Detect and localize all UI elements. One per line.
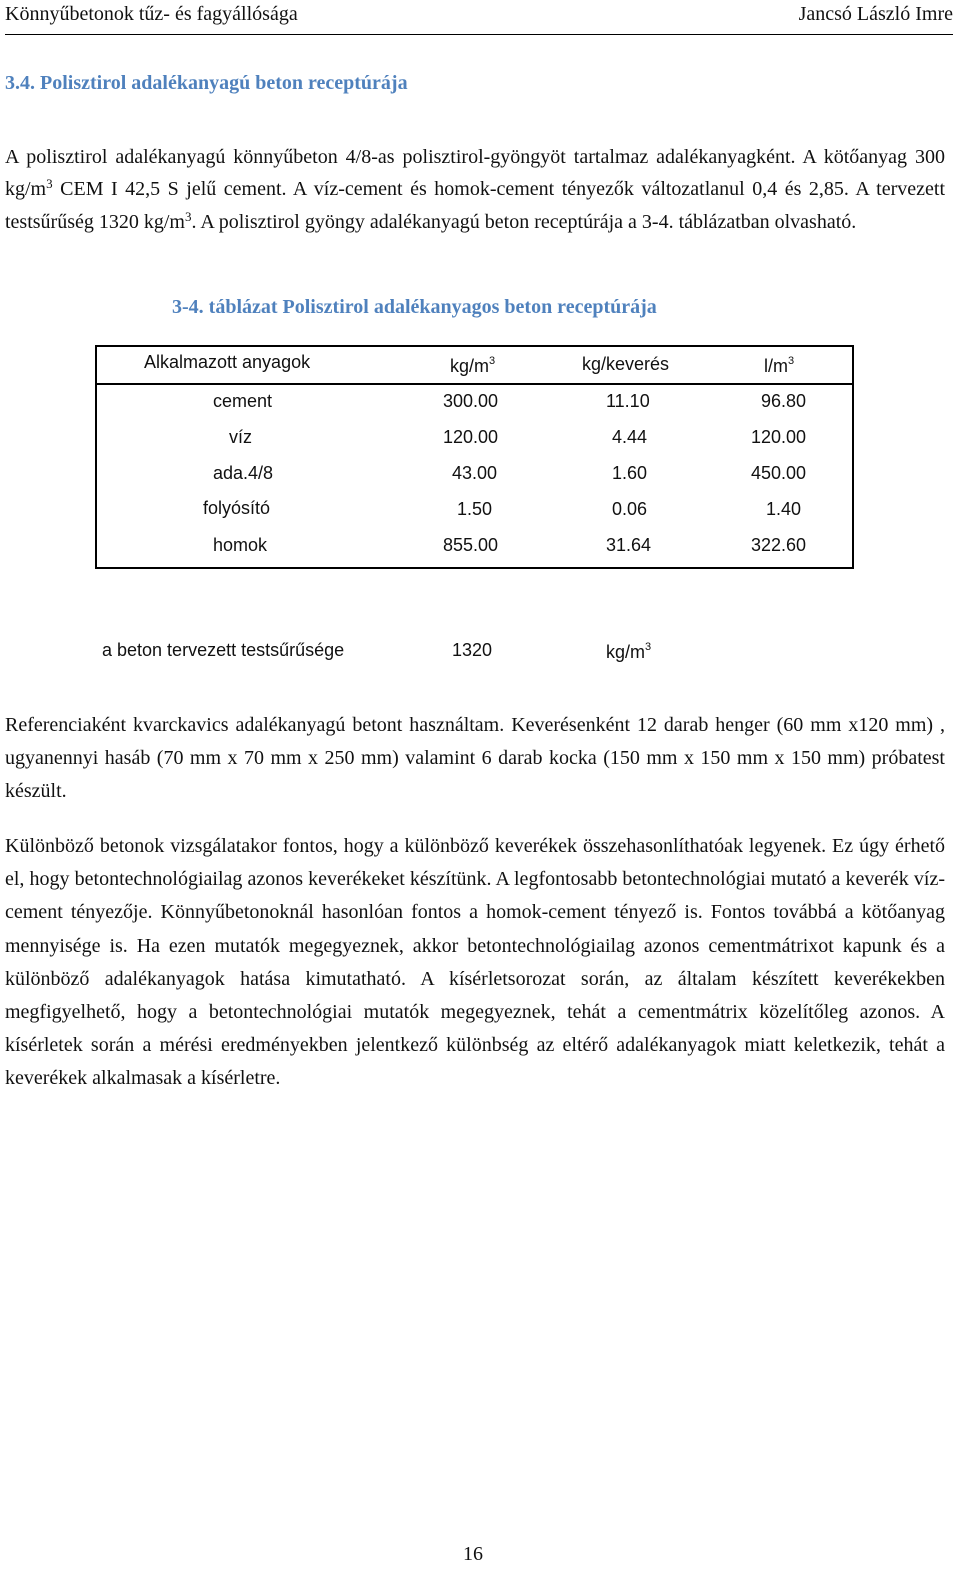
density-label: a beton tervezett testsűrűsége [102, 640, 345, 660]
recipe-table [95, 345, 854, 569]
row-l-per-m3: 450.00 [751, 463, 807, 483]
row-kg-per-mix: 0.06 [612, 499, 648, 519]
table-caption: 3-4. táblázat Polisztirol adalékanyagos beton receptúrája [172, 296, 657, 318]
row-name: víz [229, 427, 253, 447]
page-number: 16 [463, 1543, 483, 1565]
header-kg-per-m3-text: kg/m [450, 356, 490, 376]
section-title: 3.4. Polisztirol adalékanyagú beton receptúrája [5, 72, 408, 94]
row-kg-per-mix: 4.44 [612, 427, 648, 447]
intro-paragraph [5, 141, 945, 238]
row-name: ada.4/8 [213, 463, 274, 483]
header-title: Könnyűbetonok tűz- és fagyállósága [5, 3, 298, 25]
superscript: 3 [788, 355, 795, 367]
row-kg-per-mix: 31.64 [606, 535, 652, 555]
density-unit [606, 642, 651, 663]
intro-text-2: CEM I 42,5 S jelű cement. A víz-cement és homok-cement tényezők változatlanul 0,4 és 2,85. A tervezett testsűrűség 1320 kg/m [5, 178, 945, 233]
intro-text-1: A polisztirol adalékanyagú könnyűbeton 4/8-as polisztirol-gyöngyöt tartalmaz adalékanyagként. A kötőanyag 300 kg/m [5, 146, 945, 201]
superscript: 3 [46, 176, 53, 192]
row-kg-per-m3: 1.50 [457, 499, 493, 519]
row-kg-per-m3: 120.00 [443, 427, 499, 447]
intro-text-3: . A polisztirol gyöngy adalékanyagú beton receptúrája a 3-4. táblázatban olvasható. [191, 210, 857, 233]
row-kg-per-mix: 11.10 [606, 391, 650, 411]
row-name: cement [213, 391, 273, 411]
header-kg-per-mix: kg/keverés [582, 354, 670, 374]
row-kg-per-m3: 43.00 [452, 463, 498, 483]
reference-paragraph: Referenciaként kvarckavics adalékanyagú betont használtam. Keverésenként 12 darab henger (60 mm x120 mm) , ugyanennyi hasáb (70 mm x 70 mm x 250 mm) valamint 6 darab kocka (150 mm x 150 mm x 150 mm) próbatest készült. [5, 714, 945, 802]
density-value: 1320 [452, 640, 493, 660]
density-unit-text: kg/m [606, 642, 646, 662]
table-header-row [97, 347, 852, 385]
row-kg-per-m3: 855.00 [443, 535, 499, 555]
row-l-per-m3: 1.40 [766, 499, 802, 519]
row-l-per-m3: 322.60 [751, 535, 807, 555]
row-kg-per-m3: 300.00 [443, 391, 499, 411]
superscript: 3 [185, 208, 192, 224]
running-header [5, 0, 953, 35]
superscript: 3 [645, 641, 652, 653]
row-kg-per-mix: 1.60 [612, 463, 648, 483]
row-name: homok [213, 535, 268, 555]
row-name: folyósító [203, 498, 271, 518]
discussion-paragraph: Különböző betonok vizsgálatakor fontos, hogy a különböző keverékek összehasonlíthatóak legyenek. Ez úgy érhető el, hogy betontechnológiailag azonos keverékeket készítünk. A legfontosabb betontechnológiai mutató a keverék víz-cement tényezője. Könnyűbetonoknál hasonlóan fontos a homok-cement tényező is. Fontos továbbá a kötőanyag mennyisége is. Ha ezen mutatók megegyeznek, akkor betontechnológiailag azonos cementmátrixot kapunk és a különböző adalékanyagok hatása kimutatható. A kísérletsorozat során, az általam készített keverékekben megfigyelhető, hogy a betontechnológiai mutatók megegyeznek, tehát a cementmátrix közelítőleg azonos. A kísérletek során a mérési eredményekben jelentkező különbség az eltérő adalékanyagok miatt keletkezik, tehát a keverékek alkalmasak a kísérletre. [5, 835, 945, 1090]
row-l-per-m3: 120.00 [751, 427, 807, 447]
header-l-per-m3-text: l/m [764, 356, 788, 376]
density-line [102, 640, 702, 670]
header-author: Jancsó László Imre [798, 3, 953, 25]
header-l-per-m3 [764, 356, 794, 377]
header-material: Alkalmazott anyagok [144, 352, 311, 372]
superscript: 3 [489, 355, 496, 367]
row-l-per-m3: 96.80 [761, 391, 807, 411]
header-kg-per-m3 [450, 356, 495, 377]
